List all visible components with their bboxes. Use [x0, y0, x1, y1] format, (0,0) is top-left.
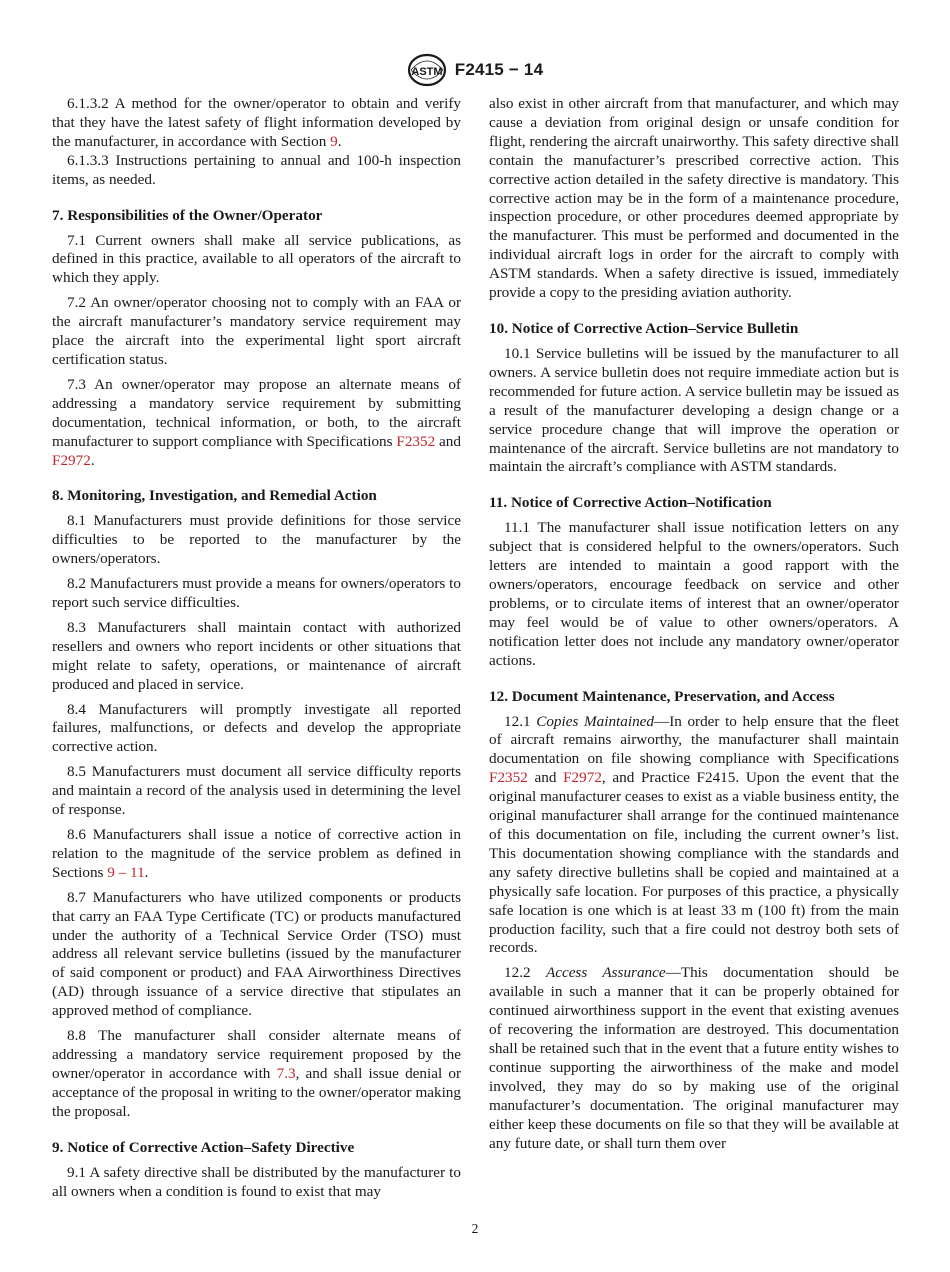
- astm-logo-icon: [407, 50, 447, 90]
- paragraph-9-1-continued: also exist in other aircraft from that manufacturer, and which may cause a deviation from original design or unsafe condition for flight, rendering the aircraft unairworthy. This safety directive shall contain the manufacturer’s prescribed corrective action. This corrective action detailed in the safety directive is mandatory. This corrective action may be in the form of a maintenance procedure, inspection procedure, or other procedures deemed appropriate by the manufacturer. This must be performed and documented in the individual aircraft logs in order for the aircraft to comply with ASTM standards. When a safety directive is issued, immediately provide a copy to the presiding aviation authority.: [489, 95, 899, 302]
- text: and: [435, 432, 461, 450]
- text: 12.2: [504, 964, 546, 982]
- document-id: F2415 − 14: [454, 60, 544, 79]
- text: 7.3 An owner/operator may propose an alternate means of addressing a mandatory service requirement by submitting documentation, technical information, or both, to the aircraft manufacturer to support compliance with Specifications: [52, 375, 461, 450]
- link-f2972[interactable]: F2972: [52, 451, 91, 469]
- paragraph-8-5: 8.5 Manufacturers must document all service difficulty reports and maintain a record of the analysis used in determining the level of response.: [52, 763, 461, 819]
- text: 8.6 Manufacturers shall issue a notice of corrective action in relation to the magnitude of the service problem as defined in Sections: [52, 826, 461, 881]
- paragraph-6-1-3-3: 6.1.3.3 Instructions pertaining to annual and 100-h inspection items, as needed.: [52, 151, 461, 188]
- paragraph-10-1: 10.1 Service bulletins will be issued by the manufacturer to all owners. A service bulletin does not require immediate action but is recommended for future action. A service bulletin may be issued as a result of the manufacturer developing a design change or a service procedure change that will improve the operation or maintenance of the aircraft. Service bulletins are not mandatory to maintain the aircraft’s compliance with ASTM standards.: [489, 344, 899, 476]
- heading-section-8: 8. Monitoring, Investigation, and Remedial Action: [52, 487, 377, 505]
- text: 6.1.3.2 A method for the owner/operator to obtain and verify that they have the latest safety of flight information developed by the manufacturer, in accordance with Section: [52, 95, 461, 150]
- page-header: [0, 50, 950, 90]
- paragraph-8-3: 8.3 Manufacturers shall maintain contact with authorized resellers and owners who report incidents or other situations that might relate to safety, operations, or maintenance of aircraft produced and placed in service.: [52, 618, 461, 693]
- paragraph-8-2: 8.2 Manufacturers must provide a means for owners/operators to report such service difficulties.: [52, 575, 461, 612]
- right-column: [489, 95, 899, 1159]
- link-f2972[interactable]: F2972: [563, 769, 602, 787]
- text: .: [337, 132, 342, 150]
- heading-section-7: 7. Responsibilities of the Owner/Operator: [52, 206, 323, 224]
- subsection-title: Access Assurance: [545, 964, 666, 982]
- paragraph-11-1: 11.1 The manufacturer shall issue notification letters on any subject that is considered helpful to the owners/operators. Such letters are intended to maintain a good rapport with the owners/operators, encourage feedback on service and other problems, or to circulate items of interest that an owner/operator may feel would be of value to other owners/operators. A notification letter does not include any mandatory owner/operator actions.: [489, 519, 899, 669]
- link-section-9[interactable]: 9: [330, 132, 338, 150]
- subsection-title: Copies Maintained: [536, 712, 654, 730]
- paragraph-12-2: [489, 964, 899, 1153]
- heading-section-12: 12. Document Maintenance, Preservation, and Access: [489, 687, 835, 705]
- text: .: [90, 451, 95, 469]
- link-f2352[interactable]: F2352: [489, 769, 528, 787]
- text: 8.8 The manufacturer shall consider alternate means of addressing a mandatory service requirement proposed by the owner/operator in accordance with: [52, 1027, 461, 1082]
- text: , and shall issue denial or acceptance of the proposal in writing to the owner/operator making the proposal.: [52, 1064, 462, 1120]
- link-7-3[interactable]: 7.3: [276, 1064, 296, 1082]
- paragraph-8-8: [52, 1027, 461, 1122]
- heading-section-11: 11. Notice of Corrective Action–Notification: [489, 494, 772, 512]
- text: and: [527, 769, 564, 787]
- page-number: 2: [471, 1221, 479, 1236]
- paragraph-8-6: [52, 826, 461, 883]
- paragraph-8-4: 8.4 Manufacturers will promptly investigate all reported failures, malfunctions, or defects and develop the appropriate corrective action.: [52, 700, 461, 756]
- text: , and Practice F2415. Upon the event that the original manufacturer ceases to exist as a viable business entity, the original manufacturer shall arrange for the continued maintenance of this documentation on file, including the current owner’s list. This documentation showing compliance with the standards and any safety directive bulletins shall be copied and maintained at a physically safe location. For purposes of this practice, a physically safe location is one which is at least 33 m (100 ft) from the main production facility, such that a fire could not destroy both sets of records.: [489, 769, 899, 957]
- left-column: [52, 95, 461, 1207]
- heading-section-9: 9. Notice of Corrective Action–Safety Directive: [52, 1138, 355, 1156]
- paragraph-9-1: 9.1 A safety directive shall be distributed by the manufacturer to all owners when a condition is found to exist that may: [52, 1163, 461, 1200]
- paragraph-12-1: [489, 713, 899, 959]
- paragraph-7-3: [52, 376, 461, 471]
- heading-section-10: 10. Notice of Corrective Action–Service Bulletin: [489, 319, 799, 337]
- paragraph-7-1: 7.1 Current owners shall make all service publications, as defined in this practice, available to all operators of the aircraft to which they apply.: [52, 231, 461, 287]
- paragraph-8-1: 8.1 Manufacturers must provide definitions for those service difficulties to be reported to the manufacturer by the owners/operators.: [52, 512, 461, 568]
- paragraph-7-2: 7.2 An owner/operator choosing not to comply with an FAA or the aircraft manufacturer’s mandatory service requirement may place the aircraft into the experimental light sport aircraft certification status.: [52, 294, 461, 368]
- text: .: [144, 863, 149, 881]
- text: —This documentation should be available in such a manner that it can be properly obtained for continued airworthiness support in the event that existing avenues of recovering the information are destroyed. This documentation shall be retained such that in the event that a future entity wishes to continue supporting the airworthiness of the make and model involved, they may do so by making use of the original manufacturer’s documentation. The original manufacturer may either keep these documents on file so that they will be available at any future date, or shall turn them over: [489, 964, 899, 1152]
- link-sections-9-11[interactable]: 9 – 11: [107, 863, 145, 881]
- link-f2352[interactable]: F2352: [396, 432, 436, 450]
- text: 12.1: [504, 712, 537, 730]
- text: —In order to help ensure that the fleet of aircraft remains airworthy, the manufacturer shall maintain documentation on file showing compliance with Specifications: [489, 712, 899, 768]
- logo-text: ASTM: [411, 66, 443, 78]
- paragraph-6-1-3-2: [52, 95, 461, 152]
- paragraph-8-7: 8.7 Manufacturers who have utilized components or products that carry an FAA Type Certificate (TC) or products manufactured under the authority of a Technical Service Order (TSO) must address all relevant service bulletins (issued by the manufacturer of said component or product) and FAA Airworthiness Directives (AD) through issuance of a service directive that stipulates an approved method of compliance.: [52, 888, 461, 1020]
